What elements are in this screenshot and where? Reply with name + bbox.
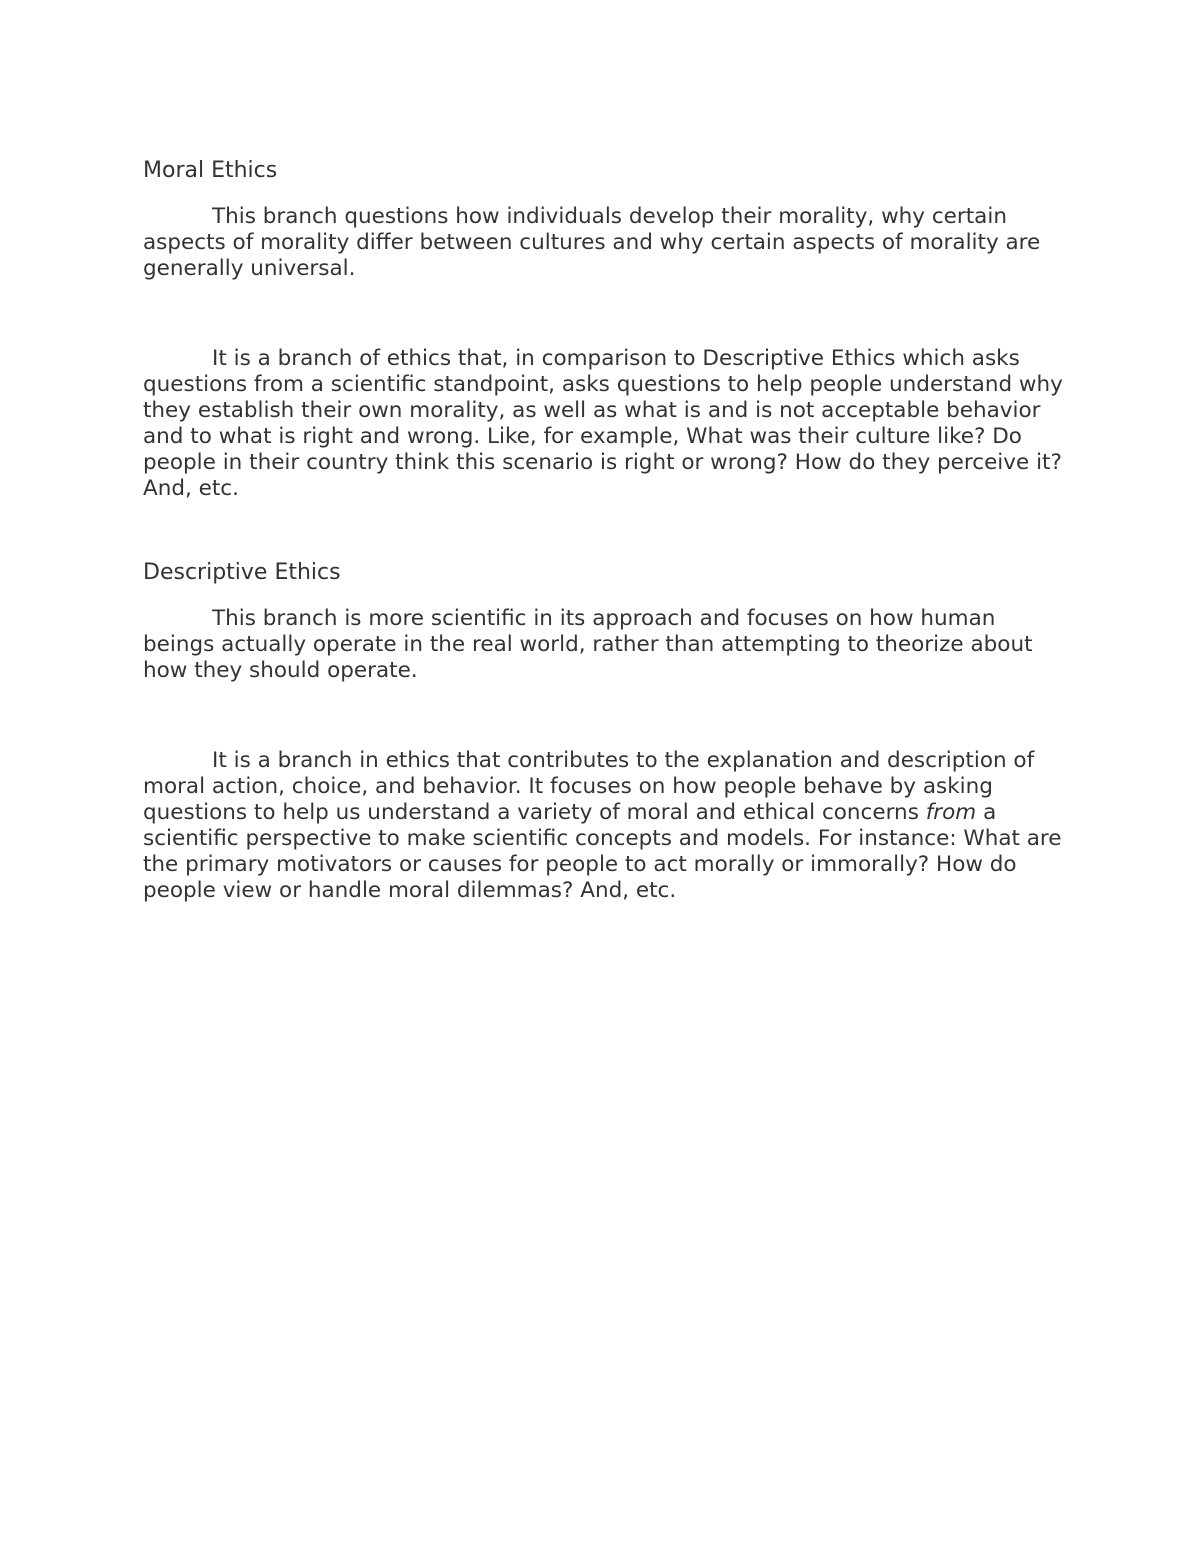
paragraph-spacer — [143, 684, 1063, 748]
paragraph-spacer — [143, 282, 1063, 346]
descriptive-ethics-paragraph-1: This branch is more scientific in its approach and focuses on how human beings actually operate in the real world, rather than attempting to theorize about how they should operate. — [143, 606, 1033, 683]
moral-ethics-paragraph-2: It is a branch of ethics that, in comparison to Descriptive Ethics which asks questions from a scientific standpoint, asks questions to help people understand why they establish their own morality, as well as what is and is not acceptable behavior and to what is right and wrong. Like, for example, What was their culture like? Do people in their country think this scenario is right or wrong? How do they perceive it? And, etc. — [143, 346, 1063, 501]
paragraph-text-before-italic: It is a branch in ethics that contributes to the explanation and description of moral action, choice, and behavior. It focuses on how people behave by asking questions to help us understand a variety of moral and ethical concerns — [143, 748, 1035, 825]
section-heading-moral-ethics: Moral Ethics — [143, 158, 278, 183]
section-heading-descriptive-ethics: Descriptive Ethics — [143, 560, 341, 585]
paragraph-text-after-italic: a scientific perspective to make scientific concepts and models. For instance: What are the primary motivators or causes for people to act morally or immorally? How do people view or handle moral dilemmas? And, etc. — [143, 800, 1062, 903]
descriptive-ethics-paragraph-2 — [143, 748, 1063, 904]
section-spacer — [143, 502, 1063, 558]
italic-word: from — [925, 800, 977, 825]
document-body — [143, 156, 1063, 904]
moral-ethics-paragraph-1: This branch questions how individuals develop their morality, why certain aspects of morality differ between cultures and why certain aspects of morality are generally universal. — [143, 204, 1041, 281]
